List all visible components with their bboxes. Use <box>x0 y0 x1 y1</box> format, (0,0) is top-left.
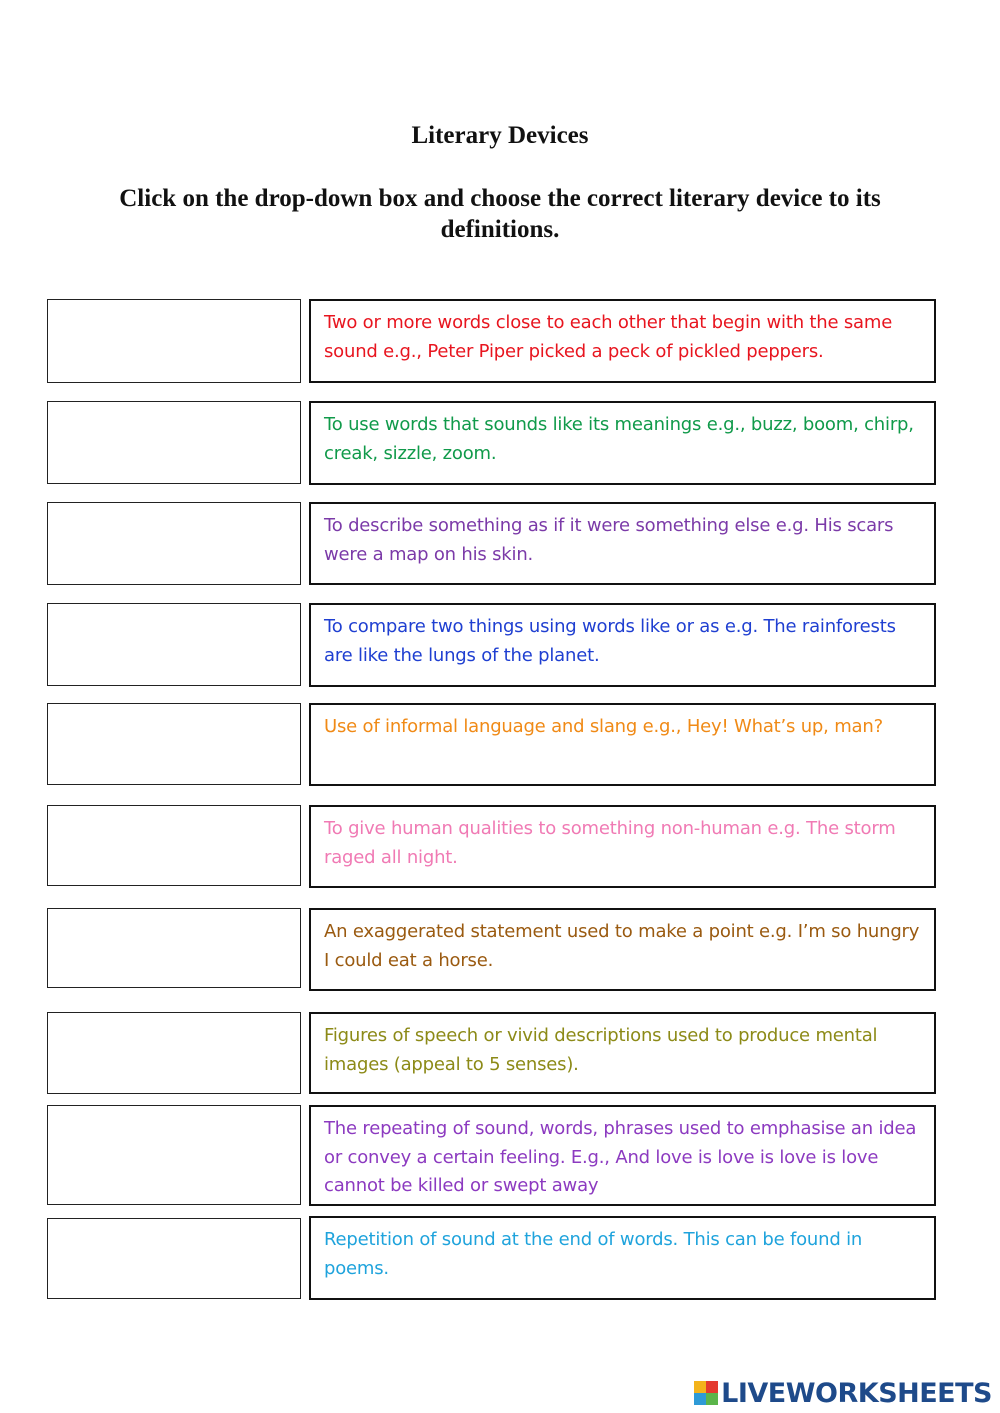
definition-box-2 <box>309 401 936 485</box>
liveworksheets-logo-icon <box>694 1381 718 1405</box>
definition-text: To describe something as if it were something else e.g. His scars were a map on his skin. <box>324 515 894 565</box>
instructions: Click on the drop-down box and choose the correct literary device to its definitions. <box>119 185 881 243</box>
definition-box-7 <box>309 908 936 991</box>
definition-box-6 <box>309 805 936 888</box>
answer-dropdown-1[interactable] <box>47 299 301 383</box>
definition-text: Use of informal language and slang e.g., Hey! What’s up, man? <box>324 716 883 737</box>
definition-text: To compare two things using words like or as e.g. The rainforests are like the lungs of the planet. <box>324 616 896 666</box>
liveworksheets-logo[interactable] <box>694 1376 992 1410</box>
definition-box-1 <box>309 299 936 383</box>
definition-text: To use words that sounds like its meanings e.g., buzz, boom, chirp, creak, sizzle, zoom. <box>324 414 914 464</box>
answer-dropdown-4[interactable] <box>47 603 301 686</box>
definition-text: The repeating of sound, words, phrases used to emphasise an idea or convey a certain feeling. E.g., And love is love is love is love cannot be killed or swept away <box>324 1118 917 1196</box>
answer-dropdown-3[interactable] <box>47 502 301 585</box>
answer-dropdown-9[interactable] <box>47 1105 301 1205</box>
definition-text: Two or more words close to each other that begin with the same sound e.g., Peter Piper picked a peck of pickled peppers. <box>324 312 893 362</box>
definition-text: An exaggerated statement used to make a point e.g. I’m so hungry I could eat a horse. <box>324 921 920 971</box>
definition-text: Figures of speech or vivid descriptions used to produce mental images (appeal to 5 senses). <box>324 1025 878 1075</box>
answer-dropdown-6[interactable] <box>47 805 301 886</box>
definition-box-4 <box>309 603 936 687</box>
answer-dropdown-2[interactable] <box>47 401 301 484</box>
page-title: Literary Devices <box>411 122 589 149</box>
definition-box-5 <box>309 703 936 786</box>
definition-box-10 <box>309 1216 936 1300</box>
definition-box-3 <box>309 502 936 585</box>
answer-dropdown-7[interactable] <box>47 908 301 988</box>
answer-dropdown-10[interactable] <box>47 1218 301 1299</box>
answer-dropdown-5[interactable] <box>47 703 301 785</box>
definition-text: Repetition of sound at the end of words. This can be found in poems. <box>324 1229 863 1279</box>
definition-text: To give human qualities to something non-human e.g. The storm raged all night. <box>324 818 896 868</box>
brand-name: LIVEWORKSHEETS <box>721 1377 992 1409</box>
definition-box-8 <box>309 1012 936 1094</box>
definition-box-9 <box>309 1105 936 1206</box>
answer-dropdown-8[interactable] <box>47 1012 301 1094</box>
